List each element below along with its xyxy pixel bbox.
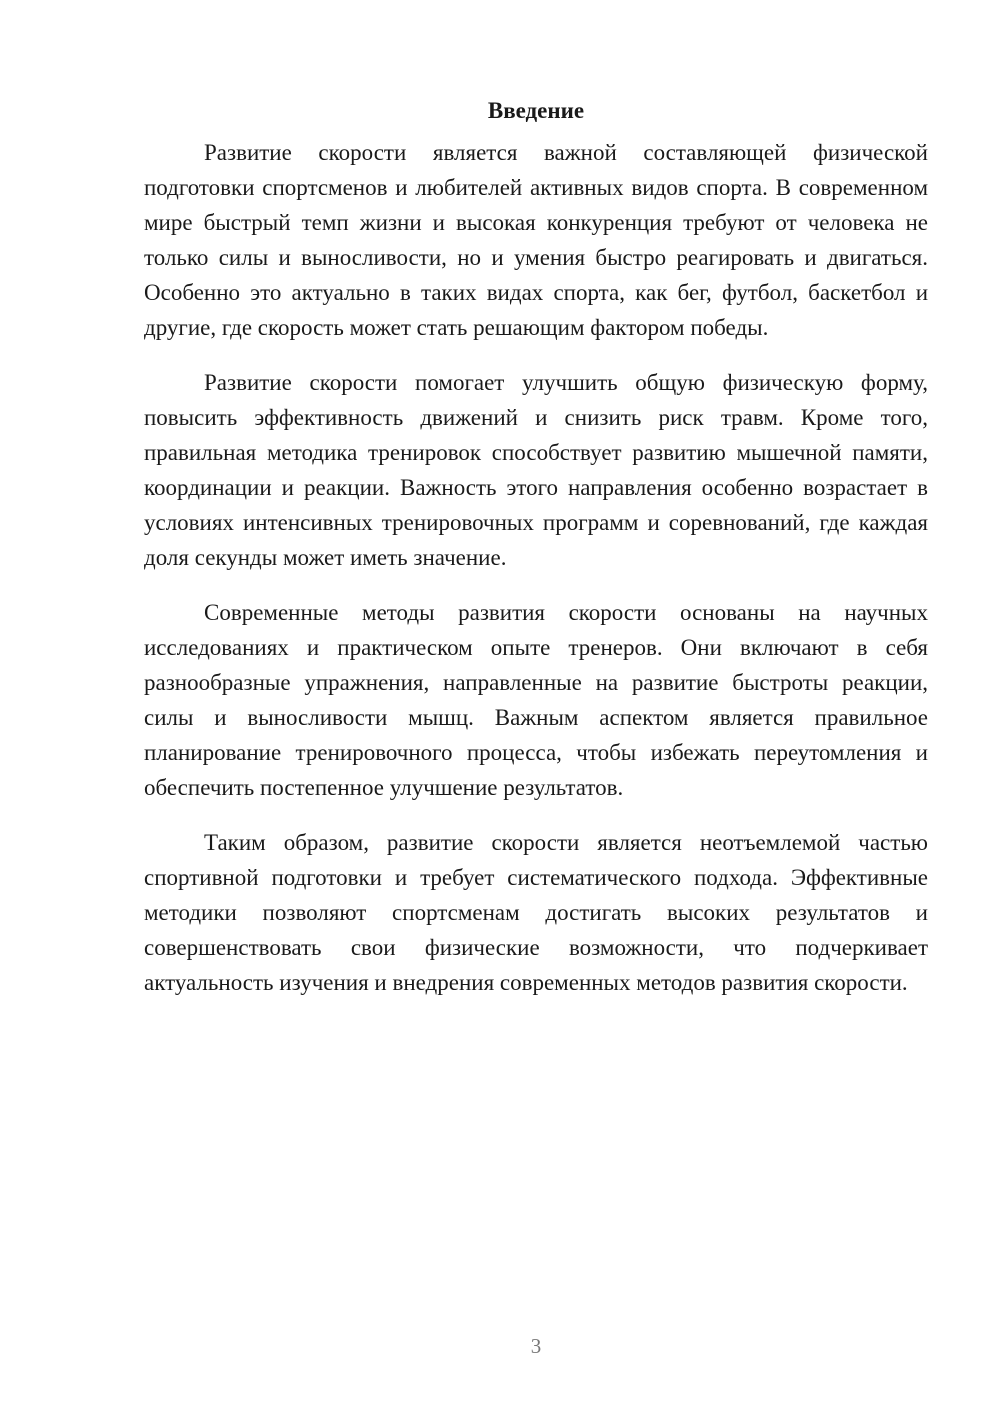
page-number: 3	[530, 1334, 542, 1358]
paragraph-4: Таким образом, развитие скорости является неотъемлемой частью спортивной подготовки и требует систематического подхода. Эффективные методики позволяют спортсменам достигать высоких результатов и совершенствовать свои физические возможности, что подчеркивает актуальность изучения и внедрения современных методов развития скорости.	[144, 830, 928, 995]
page-content	[144, 96, 928, 1020]
paragraph-3: Современные методы развития скорости основаны на научных исследованиях и практическом опыте тренеров. Они включают в себя разнообразные упражнения, направленные на развитие быстроты реакции, силы и выносливости мышц. Важным аспектом является правильное планирование тренировочного процесса, чтобы избежать переутомления и обеспечить постепенное улучшение результатов.	[144, 600, 928, 800]
section-title: Введение	[487, 98, 585, 123]
paragraph-1: Развитие скорости является важной составляющей физической подготовки спортсменов и любителей активных видов спорта. В современном мире быстрый темп жизни и высокая конкуренция требуют от человека не только силы и выносливости, но и умения быстро реагировать и двигаться. Особенно это актуально в таких видах спорта, как бег, футбол, баскетбол и другие, где скорость может стать решающим фактором победы.	[144, 140, 928, 340]
paragraph-2: Развитие скорости помогает улучшить общую физическую форму, повысить эффективность движений и снизить риск травм. Кроме того, правильная методика тренировок способствует развитию мышечной памяти, координации и реакции. Важность этого направления особенно возрастает в условиях интенсивных тренировочных программ и соревнований, где каждая доля секунды может иметь значение.	[144, 370, 928, 570]
